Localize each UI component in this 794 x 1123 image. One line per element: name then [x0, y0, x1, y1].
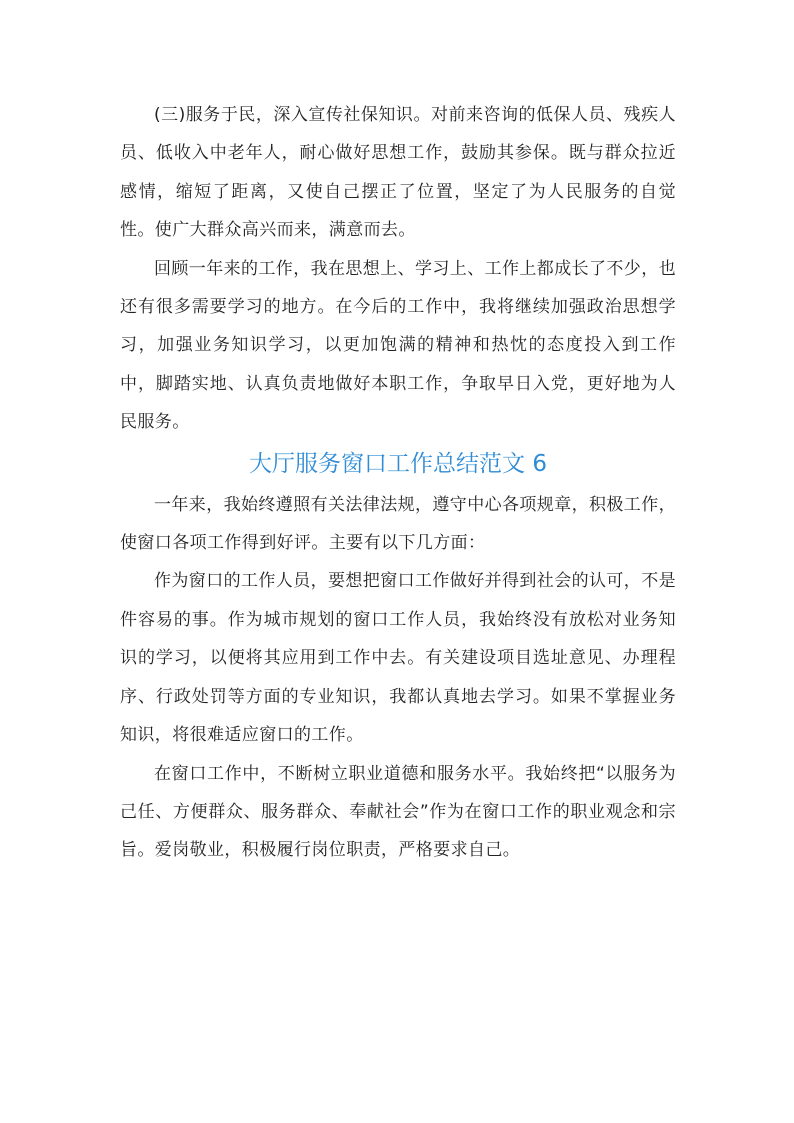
section-heading: 大厅服务窗口工作总结范文 6: [249, 450, 547, 477]
paragraph-business-knowledge: 作为窗口的工作人员，要想把窗口工作做好并得到社会的认可，不是件容易的事。作为城市规划的窗口工作人员，我始终没有放松对业务知识的学习，以便将其应用到工作中去。有关建设项目选址意见、办理程序、行政处罚等方面的专业知识，我都认真地去学习。如果不掌握业务知识，将很难适应窗口的工作。: [120, 571, 676, 746]
document-page: [120, 96, 676, 870]
paragraph-professional-ethics: 在窗口工作中，不断树立职业道德和服务水平。我始终把“以服务为己任、方便群众、服务群众、奉献社会”作为在窗口工作的职业观念和宗旨。爱岗敬业，积极履行岗位职责，严格要求自己。: [120, 763, 676, 861]
paragraph-social-insurance: (三)服务于民，深入宣传社保知识。对前来咨询的低保人员、残疾人员、低收入中老年人，耐心做好思想工作，鼓励其参保。既与群众拉近感情，缩短了距离，又使自己摆正了位置，坚定了为人民服务的自觉性。使广大群众高兴而来，满意而去。: [120, 105, 676, 241]
paragraph-year-review: 回顾一年来的工作，我在思想上、学习上、工作上都成长了不少，也还有很多需要学习的地方。在今后的工作中，我将继续加强政治思想学习，加强业务知识学习，以更加饱满的精神和热忱的态度投入到工作中，脚踏实地、认真负责地做好本职工作，争取早日入党，更好地为人民服务。: [120, 258, 676, 433]
paragraph-intro: 一年来，我始终遵照有关法律法规，遵守中心各项规章，积极工作，使窗口各项工作得到好评。主要有以下几方面：: [120, 494, 676, 554]
